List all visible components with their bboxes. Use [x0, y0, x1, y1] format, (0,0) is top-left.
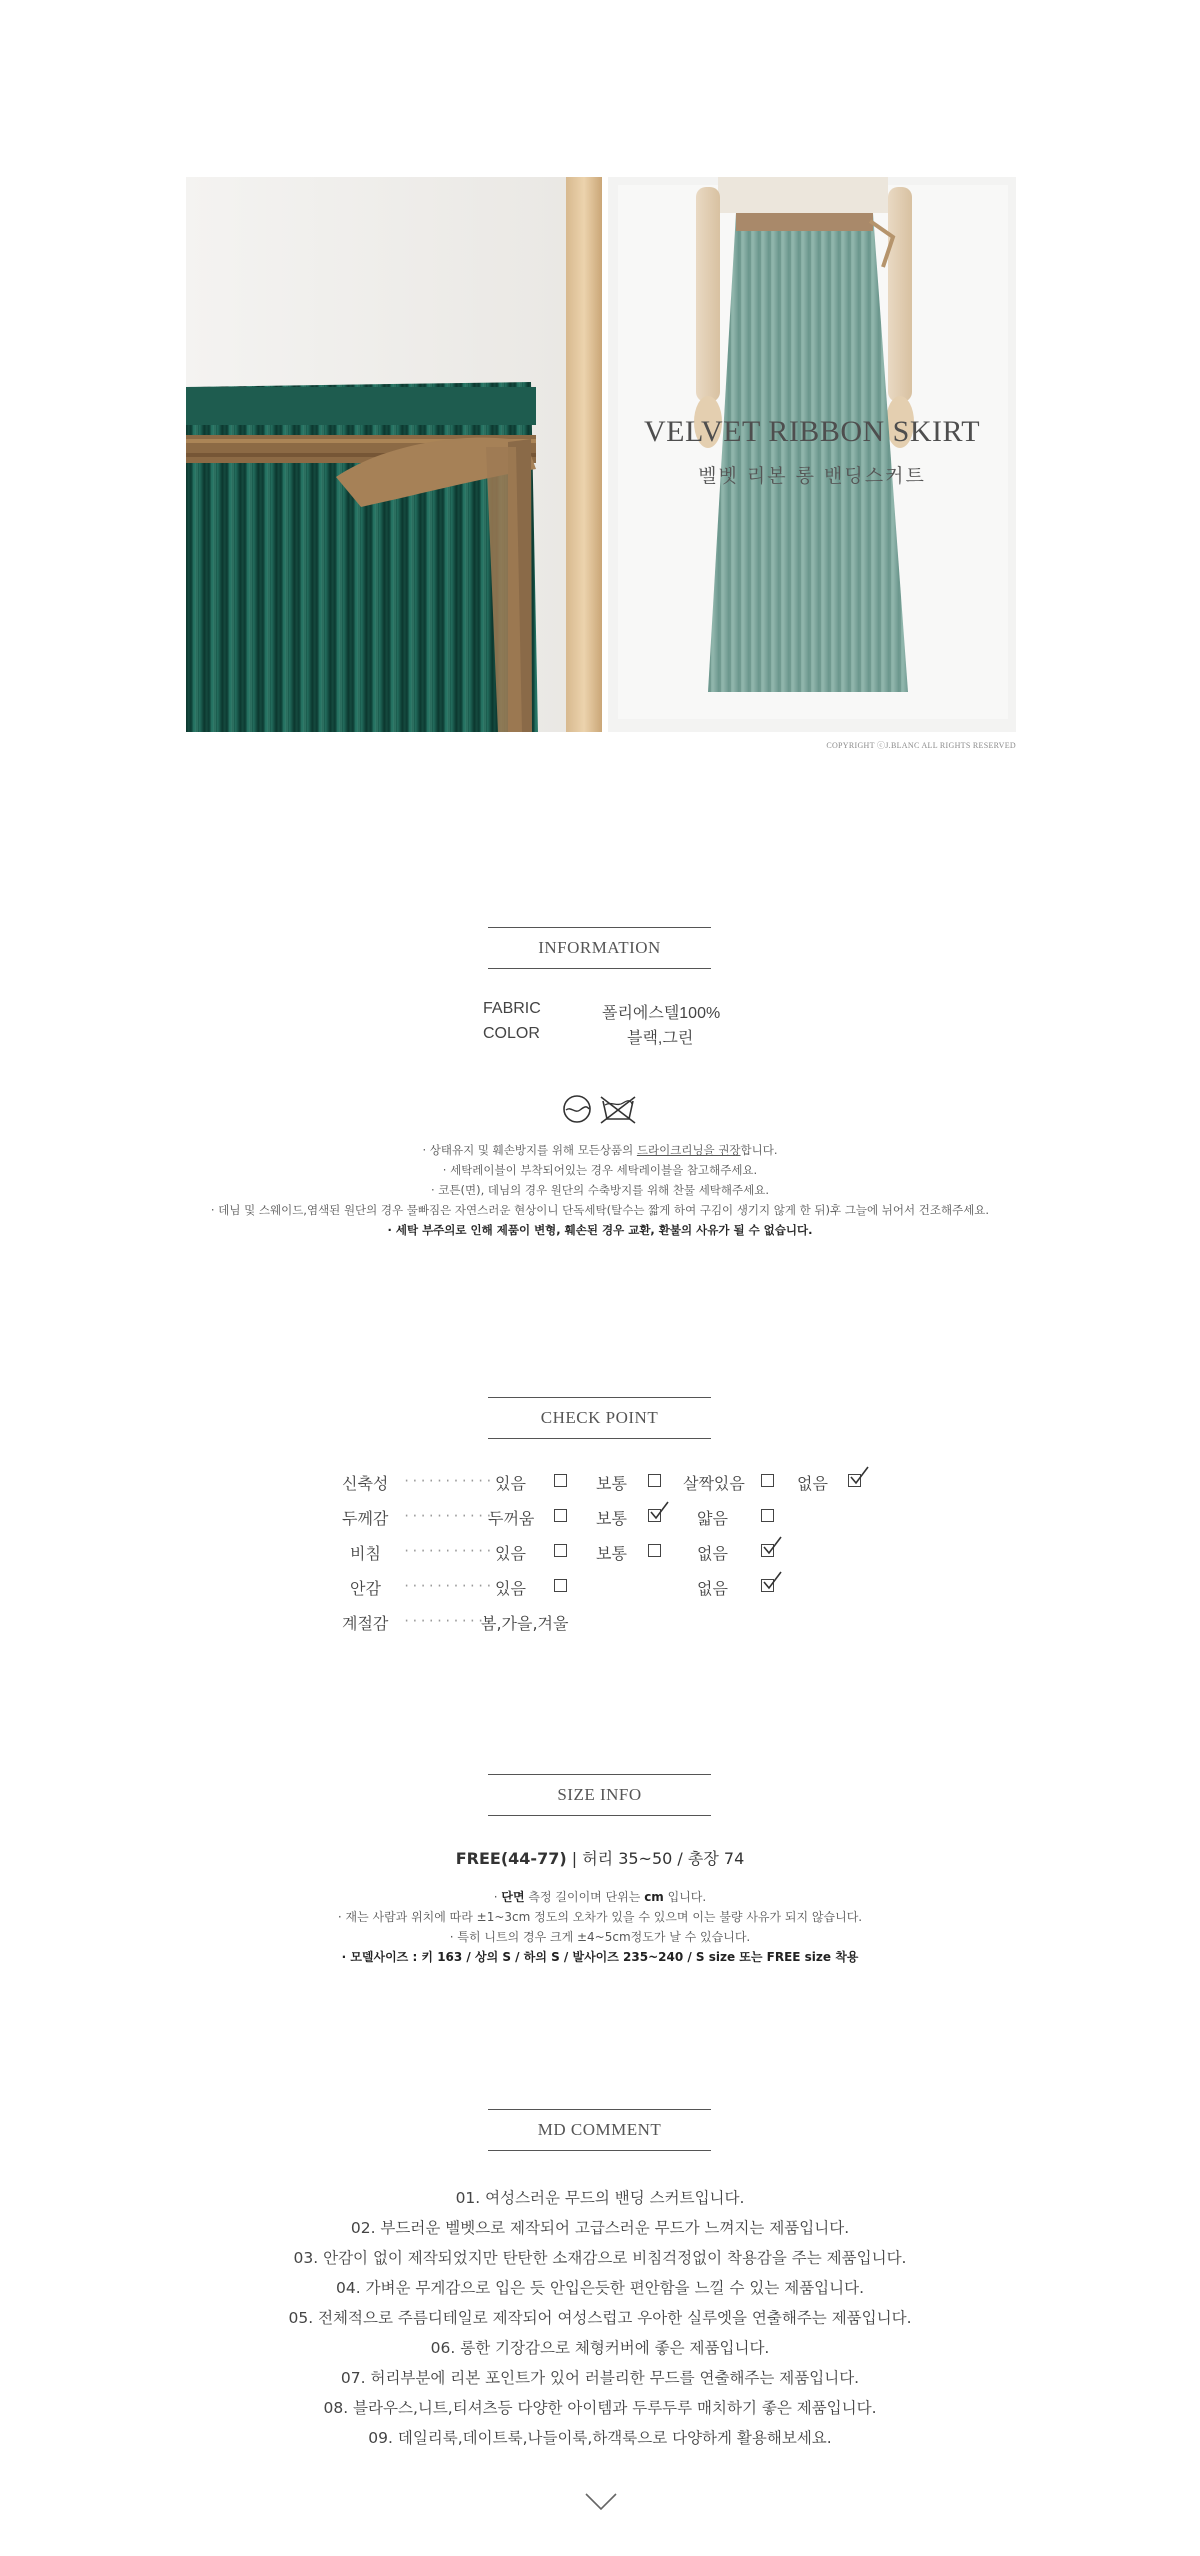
size-note-1 — [0, 1887, 1200, 1907]
check-label-elasticity: 신축성 — [342, 1474, 389, 1493]
md-comment-item: 08. 블라우스,니트,티셔츠등 다양한 아이템과 두루두루 매치하기 좋은 제품입니다. — [323, 2399, 877, 2417]
color-label: COLOR — [483, 1025, 540, 1042]
check-mark-icon — [761, 1570, 783, 1590]
care-note-1 — [0, 1140, 1200, 1160]
checkbox — [648, 1474, 661, 1487]
check-dots: ··········· — [403, 1509, 494, 1523]
fabric-value: 폴리에스텔100% — [602, 1005, 721, 1022]
check-dots: ··········· — [403, 1614, 494, 1628]
size-summary — [0, 1846, 1200, 1869]
check-label-sheerness: 비침 — [350, 1544, 381, 1563]
md-comment-item: 06. 롱한 기장감으로 체형커버에 좋은 제품입니다. — [430, 2339, 770, 2357]
check-option: 보통 — [596, 1544, 627, 1563]
dry-clean-icon — [564, 1096, 590, 1122]
check-dots: ··········· — [403, 1579, 494, 1593]
check-option: 살짝있음 — [683, 1474, 745, 1493]
check-label-thickness: 두께감 — [342, 1509, 389, 1528]
care-note-1-post: 합니다. — [740, 1143, 778, 1157]
check-dots: ··········· — [403, 1544, 494, 1558]
check-option: 있음 — [495, 1544, 526, 1563]
chevron-down-icon — [585, 2493, 617, 2511]
check-option: 있음 — [495, 1474, 526, 1493]
check-option: 보통 — [596, 1509, 627, 1528]
md-comment-item: 02. 부드러운 벨벳으로 제작되어 고급스러운 무드가 느껴지는 제품입니다. — [350, 2219, 850, 2237]
size-note-2: · 재는 사람과 위치에 따라 ±1~3cm 정도의 오차가 있을 수 있으며 이는 불량 사유가 되지 않습니다. — [337, 1910, 863, 1924]
size-info-heading: SIZE INFO — [488, 1774, 711, 1816]
size-free: FREE(44-77) — [455, 1849, 567, 1868]
skirt-closeup-photo — [186, 177, 602, 732]
checkbox — [554, 1509, 567, 1522]
fabric-label: FABRIC — [483, 1000, 541, 1017]
size-note-4: · 모델사이즈 : 키 163 / 상의 S / 하의 S / 발사이즈 235~240 / S size 또는 FREE size 착용 — [341, 1950, 859, 1964]
check-point-heading: CHECK POINT — [488, 1397, 711, 1439]
care-note-5: · 세탁 부주의로 인해 제품이 변형, 훼손된 경우 교환, 환불의 사유가 될 수 없습니다. — [387, 1223, 813, 1237]
size-note-1-unit: cm — [644, 1890, 664, 1904]
check-option: 있음 — [495, 1579, 526, 1598]
no-wash-icon — [601, 1097, 635, 1123]
check-option: 없음 — [697, 1544, 728, 1563]
product-subtitle: 벨벳 리본 롱 밴딩스커트 — [698, 465, 926, 487]
size-notes — [0, 1887, 1200, 1967]
md-comment-item: 09. 데일리룩,데이트룩,나들이룩,하객룩으로 다양하게 활용해보세요. — [368, 2429, 832, 2447]
size-measurements: | 허리 35~50 / 총장 74 — [566, 1849, 745, 1868]
checkbox — [554, 1474, 567, 1487]
product-title: VELVET RIBBON SKIRT — [643, 415, 981, 448]
care-note-2: · 세탁레이블이 부착되어있는 경우 세탁레이블을 참고해주세요. — [442, 1163, 758, 1177]
care-note-1-pre: · 상태유지 및 훼손방지를 위해 모든상품의 — [422, 1143, 637, 1157]
md-comment-item: 07. 허리부분에 리본 포인트가 있어 러블리한 무드를 연출해주는 제품입니다. — [340, 2369, 860, 2387]
check-option: 두꺼움 — [488, 1509, 535, 1528]
md-comment-item: 04. 가벼운 무게감으로 입은 듯 안입은듯한 편안함을 느낄 수 있는 제품입니다. — [335, 2279, 865, 2297]
check-option: 보통 — [596, 1474, 627, 1493]
check-option: 없음 — [697, 1579, 728, 1598]
check-option: 없음 — [797, 1474, 828, 1493]
care-note-4: · 데님 및 스웨이드,염색된 원단의 경우 물빠짐은 자연스러운 현상이니 단독세탁(탈수는 짧게 하여 구김이 생기지 않게 한 뒤)후 그늘에 뉘어서 건조해주세요. — [210, 1203, 990, 1217]
md-comment-item: 05. 전체적으로 주름디테일로 제작되어 여성스럽고 우아한 실루엣을 연출해주는 제품입니다. — [288, 2309, 912, 2327]
care-icons — [561, 1093, 641, 1125]
information-heading: INFORMATION — [488, 927, 711, 969]
care-note-1-link: 드라이크리닝을 권장 — [636, 1143, 741, 1157]
size-note-1-post: 입니다. — [663, 1890, 707, 1904]
size-note-1-bold: 단면 — [501, 1890, 525, 1904]
skirt-mannequin-photo — [608, 177, 1016, 732]
check-mark-icon — [648, 1500, 670, 1520]
checkbox — [761, 1474, 774, 1487]
check-mark-icon — [761, 1535, 783, 1555]
checkbox — [761, 1509, 774, 1522]
check-label-lining: 안감 — [350, 1579, 381, 1598]
copyright-notice: COPYRIGHT ⓒJ.BLANC ALL RIGHTS RESERVED — [826, 741, 1016, 750]
size-note-1-mid: 측정 길이이며 단위는 — [524, 1890, 645, 1904]
md-comment-item: 03. 안감이 없이 제작되었지만 탄탄한 소재감으로 비침걱정없이 착용감을 주는 제품입니다. — [293, 2249, 907, 2267]
care-notes — [0, 1140, 1200, 1240]
md-comment-heading: MD COMMENT — [488, 2109, 711, 2151]
care-note-3: · 코튼(면), 데님의 경우 원단의 수축방지를 위해 찬물 세탁해주세요. — [430, 1183, 769, 1197]
size-note-1-pre: · — [493, 1890, 502, 1904]
color-value: 블랙,그린 — [627, 1030, 694, 1047]
check-mark-icon — [848, 1465, 870, 1485]
check-label-season: 계절감 — [342, 1614, 389, 1633]
size-note-3: · 특히 니트의 경우 크게 ±4~5cm정도가 날 수 있습니다. — [449, 1930, 751, 1944]
season-value: 봄,가을,겨울 — [481, 1614, 569, 1633]
hero-banner — [186, 177, 1016, 732]
checkbox — [648, 1544, 661, 1557]
md-comment-item: 01. 여성스러운 무드의 밴딩 스커트입니다. — [455, 2189, 745, 2207]
checkbox — [554, 1544, 567, 1557]
check-dots: ··········· — [403, 1474, 494, 1488]
checkbox — [554, 1579, 567, 1592]
md-comment-list — [0, 2183, 1200, 2453]
check-option: 얇음 — [697, 1509, 728, 1528]
